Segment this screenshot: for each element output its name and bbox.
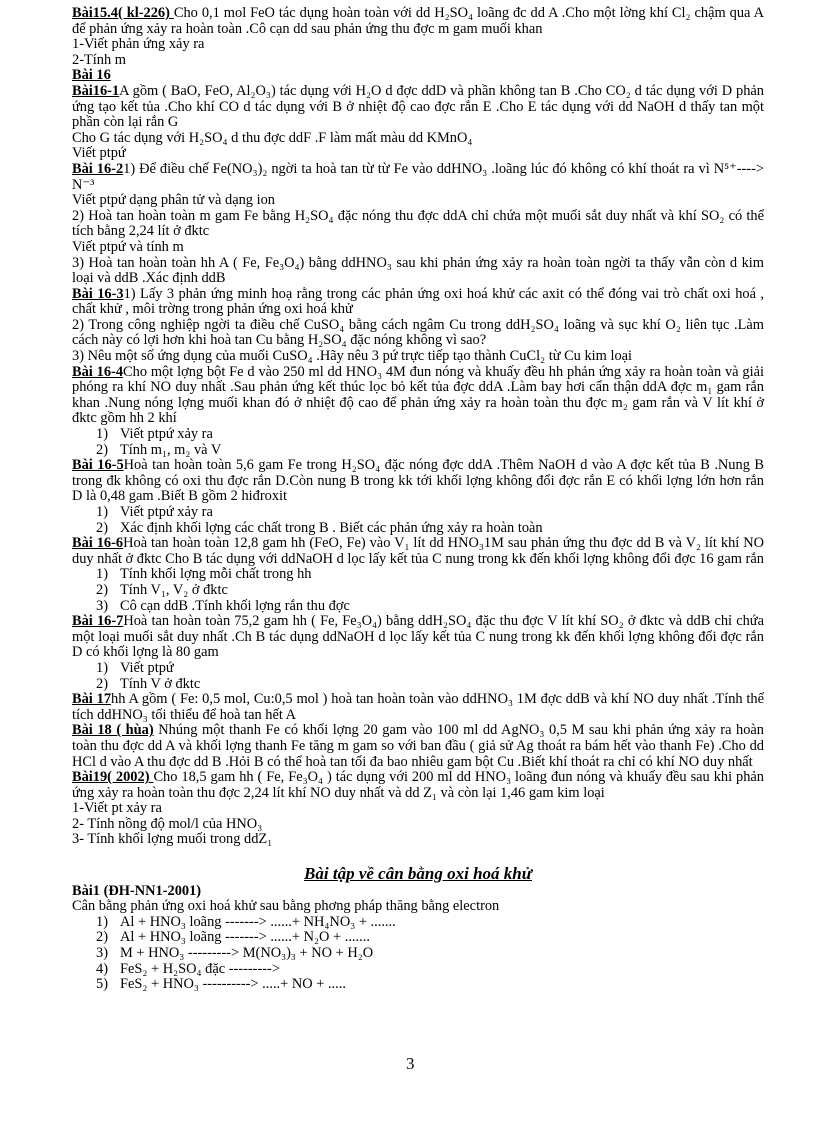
text-line	[72, 458, 764, 505]
exercise-label: Bài 16-7	[72, 613, 124, 630]
line-text: Al + HNO₃ loãng -------> ......+ NH₄NO₃ + .......	[120, 913, 396, 930]
line-text: Hoà tan hoàn toàn 12,8 gam hh (FeO, Fe) vào V₁ lít dd HNO₃1M sau phản ứng thu đợc dd B và V₂ lít khí NO duy nhất ở đktc Cho B tác dụng với ddNaOH d lọc lấy kết tủa C nung trong kk đến khối lợng không đổi đợc 16 gam rắn	[72, 535, 764, 567]
item-number: 3)	[96, 597, 108, 614]
line-text: A gồm ( BaO, FeO, Al₂O₃) tác dụng với H₂O d đợc ddD và phần không tan B .Cho CO₂ d tác dụng với D phản ứng tạo kết tủa .Cho khí CO d tác dụng với B ở nhiệt độ cao đợc rắn E .Cho E tác dụng với dd NaOH d thấy tan một phần còn lại rắn G	[72, 82, 764, 131]
line-text: 1-Viết pt xảy ra	[72, 800, 162, 817]
exercise-label: Bài16-1	[72, 82, 120, 99]
text-line	[72, 770, 764, 801]
line-text: Hoà tan hoàn toàn 5,6 gam Fe trong H₂SO₄ đặc nóng đợc ddA .Thêm NaOH d vào A đợc kết tủa B .Nung B trong đk không có oxi thu đợc rắn D.Còn nung B trong kk tới khối lợng không đổi đợc rắn E có khối lợng lớn hơn rắn D là 0,48 gam .Biết B gồm 2 hiđroxit	[72, 457, 764, 505]
line-text: Viết ptpứ	[120, 659, 174, 676]
text-line	[72, 614, 764, 661]
text-line	[72, 349, 764, 365]
text-line	[72, 915, 764, 931]
exercise-label: Bài 16-5	[72, 457, 124, 474]
item-number: 1)	[96, 659, 108, 676]
text-line	[72, 677, 764, 693]
item-number: 1)	[96, 913, 108, 930]
item-number: 2)	[96, 519, 108, 536]
line-text: Viết ptpứ dạng phân tử và dạng ion	[72, 192, 275, 209]
line-text: Tính khối lợng mỗi chất trong hh	[120, 566, 312, 583]
exercise-label: Bài 18 ( hùa)	[72, 722, 154, 739]
text-line	[72, 256, 764, 287]
text-line	[72, 37, 764, 53]
line-text: 2- Tính nồng độ mol/l của HNO₃	[72, 815, 263, 832]
item-number: 1)	[96, 426, 108, 443]
text-line	[72, 505, 764, 521]
item-number: 1)	[96, 566, 108, 583]
line-text: Al + HNO₃ loãng -------> ......+ N₂O + .......	[120, 929, 370, 946]
line-text: Cô cạn ddB .Tính khối lợng rắn thu đợc	[120, 597, 350, 614]
line-text: Cho một lợng bột Fe d vào 250 ml dd HNO₃ 4M đun nóng và khuấy đều hh phản ứng xảy ra hoàn toàn và giải phóng ra khí NO duy nhất .Sau phản ứng kết thúc lọc bỏ kết tủa đợc ddA .Làm bay hơi cẩn thận ddA đợc m₁ gam rắn khan .Nung nóng lợng muối khan đó ở nhiệt độ cao để phản ứng xảy ra hoàn toàn thu đợc m₂ gam rắn và V lít khí ở đktc gồm hh 2 khí	[72, 363, 764, 427]
text-line	[72, 84, 764, 131]
item-number: 5)	[96, 976, 108, 993]
text-line	[72, 209, 764, 240]
item-number: 2)	[96, 675, 108, 692]
line-text: Tính m₁, m₂ và V	[120, 441, 222, 458]
line-text: 1-Viết phản ứng xảy ra	[72, 36, 205, 53]
text-line	[72, 427, 764, 443]
text-line	[72, 962, 764, 978]
text-line	[72, 536, 764, 567]
equation-list	[72, 915, 764, 993]
line-text: Viết ptpứ xảy ra	[120, 426, 213, 443]
text-line	[72, 240, 764, 256]
line-text: M + HNO₃ ---------> M(NO₃)₃ + NO + H₂O	[120, 945, 374, 962]
line-text: 1) Để điều chế Fe(NO₃)₂ ngời ta hoà tan từ từ Fe vào ddHNO₃ .loãng lúc đó không có khí thoát ra vì N⁵⁺----> N⁻³	[72, 160, 764, 193]
line-text: Cho G tác dụng với H₂SO₄ d thu đợc ddF .F làm mất màu dd KMnO₄	[72, 129, 473, 146]
line-text: Nhúng một thanh Fe có khối lợng 20 gam vào 100 ml dd AgNO₃ 0,5 M sau khi phản ứng xảy ra hoàn toàn thu đợc dd A và khối lợng thanh Fe tăng m gam so với ban đầu ( giả sử Ag thoát ra bám hết vào thanh Fe) .Cho dd HCl d vào A thu đợc dd B .Hỏi B có thể hoà tan tối đa bao nhiêu gam bột Cu .Biết khí thoát ra chỉ có khí NO duy nhất	[72, 722, 765, 770]
text-line	[72, 946, 764, 962]
exercise-label: Bài 16	[72, 67, 111, 84]
item-number: 2)	[96, 441, 108, 458]
exercise-label: Bài 16-4	[72, 363, 124, 380]
text-line	[72, 583, 764, 599]
exercise-label: Bài 16-6	[72, 535, 124, 552]
item-number: 3)	[96, 945, 108, 962]
line-text: 3- Tính khối lợng muối trong ddZ₁	[72, 831, 273, 848]
line-text: Tính V₁, V₂ ở đktc	[120, 581, 228, 598]
exercise-label: Bài 16-2	[72, 160, 124, 177]
line-text: FeS₂ + HNO₃ ----------> .....+ NO + .....	[120, 976, 346, 993]
line-text: Viết ptpứ xảy ra	[120, 504, 213, 520]
text-line	[72, 53, 764, 69]
line-text: 3) Nêu một số ứng dụng của muối CuSO₄ .Hãy nêu 3 pứ trực tiếp tạo thành CuCl₂ từ Cu kim loại	[72, 348, 633, 365]
document-body	[72, 6, 764, 993]
text-line	[72, 567, 764, 583]
text-line	[72, 6, 764, 37]
item-number: 2)	[96, 929, 108, 946]
line-text: Cho 18,5 gam hh ( Fe, Fe₃O₄ ) tác dụng với 200 ml dd HNO₃ loãng đun nóng và khuấy đều sau khi phản ứng xảy ra hoàn toàn thu đợc 2,24 lít khí NO duy nhất và dd Z₁ và còn lại 1,46 gam kim loại	[72, 769, 764, 801]
page-number: 3	[406, 1054, 415, 1073]
line-text: Tính V ở đktc	[120, 675, 201, 692]
text-line	[72, 521, 764, 537]
text-line	[72, 318, 764, 349]
line-text: 1) Lấy 3 phản ứng minh hoạ rằng trong các phản ứng oxi hoá khử các axit có thể đóng vai trò chất oxi hoá , chất khử , môi trờng trong phản ứng oxi hoá khử	[72, 285, 764, 318]
text-line	[72, 661, 764, 677]
exercise-label: Bài 17	[72, 691, 112, 708]
text-line	[72, 977, 764, 993]
line-text: Viết ptpứ và tính m	[72, 238, 184, 255]
line-text: Cho 0,1 mol FeO tác dụng hoàn toàn với dd H₂SO₄ loãng đc dd A .Cho một lờng khí Cl₂ chậm qua A để phản ứng xảy ra hoàn toàn .Cô cạn dd sau phản ứng thu đợc m gam muối khan	[72, 5, 764, 37]
text-line	[72, 365, 764, 427]
line-text: 3) Hoà tan hoàn toàn hh A ( Fe, Fe₃O₄) bằng ddHNO₃ sau khi phản ứng xảy ra hoàn toàn ngời ta thấy vẫn còn d kim loại và ddB .Xác định ddB	[72, 254, 764, 287]
text-line	[72, 68, 764, 84]
text-line	[72, 443, 764, 459]
section-title: Bài tập về cân bằng oxi hoá khử	[304, 864, 532, 884]
line-text: 2-Tính m	[72, 51, 126, 68]
line-text: 2) Trong công nghiệp ngời ta điều chế CuSO₄ bằng cách ngâm Cu trong ddH₂SO₄ loãng và sục khí O₂ liên tục .Làm cách này có lợi hơn khi hoà tan Cu bằng H₂SO₄ đặc nóng không vì sao?	[72, 316, 764, 349]
item-number: 4)	[96, 960, 108, 977]
text-line	[72, 193, 764, 209]
line-text: Xác định khối lợng các chất trong B . Biết các phản ứng xảy ra hoàn toàn	[120, 519, 543, 536]
text-line	[72, 817, 764, 833]
text-line	[72, 287, 764, 318]
line-text: 2) Hoà tan hoàn toàn m gam Fe bằng H₂SO₄ đặc nóng thu đợc ddA chỉ chứa một muối sắt duy nhất và khí SO₂ có thể tích bằng 2,24 lít ở đktc	[72, 207, 764, 240]
text-line	[72, 801, 764, 817]
line-text: hh A gồm ( Fe: 0,5 mol, Cu:0,5 mol ) hoà tan hoàn toàn vào ddHNO₃ 1M đợc ddB và khí NO duy nhất .Tính thể tích ddHNO₃ tối thiểu để hoà tan hết A	[72, 691, 765, 723]
exercise-label: Bài 16-3	[72, 285, 124, 302]
text-line	[72, 162, 764, 193]
section-subheading: Bài1 (ĐH-NN1-2001)	[72, 882, 202, 899]
item-number: 1)	[96, 504, 108, 520]
exercise-label: Bài15.4( kl-226)	[72, 5, 174, 21]
text-line	[72, 692, 764, 723]
text-line	[72, 832, 764, 848]
text-line	[72, 723, 764, 770]
text-line	[72, 599, 764, 615]
exercise-label: Bài19( 2002)	[72, 769, 154, 786]
item-number: 2)	[96, 581, 108, 598]
text-line	[72, 146, 764, 162]
exercise-list	[72, 6, 764, 848]
text-line	[72, 930, 764, 946]
section-intro: Cân bằng phản ứng oxi hoá khử sau bằng phơng pháp thăng bằng electron	[72, 898, 500, 915]
line-text: FeS₂ + H₂SO₄ đặc --------->	[120, 960, 280, 977]
line-text: Viết ptpứ	[72, 145, 126, 162]
text-line	[72, 131, 764, 147]
line-text: Hoà tan hoàn toàn 75,2 gam hh ( Fe, Fe₃O₄) bằng ddH₂SO₄ đặc thu đợc V lít khí SO₂ ở đktc và ddB chỉ chứa một loại muối sắt duy nhất .Ch B tác dụng ddNaOH d lọc lấy kết tủa C nung trong kk đến khối lợng không đổi đợc rắn D có khối lợng là 80 gam	[72, 613, 764, 661]
